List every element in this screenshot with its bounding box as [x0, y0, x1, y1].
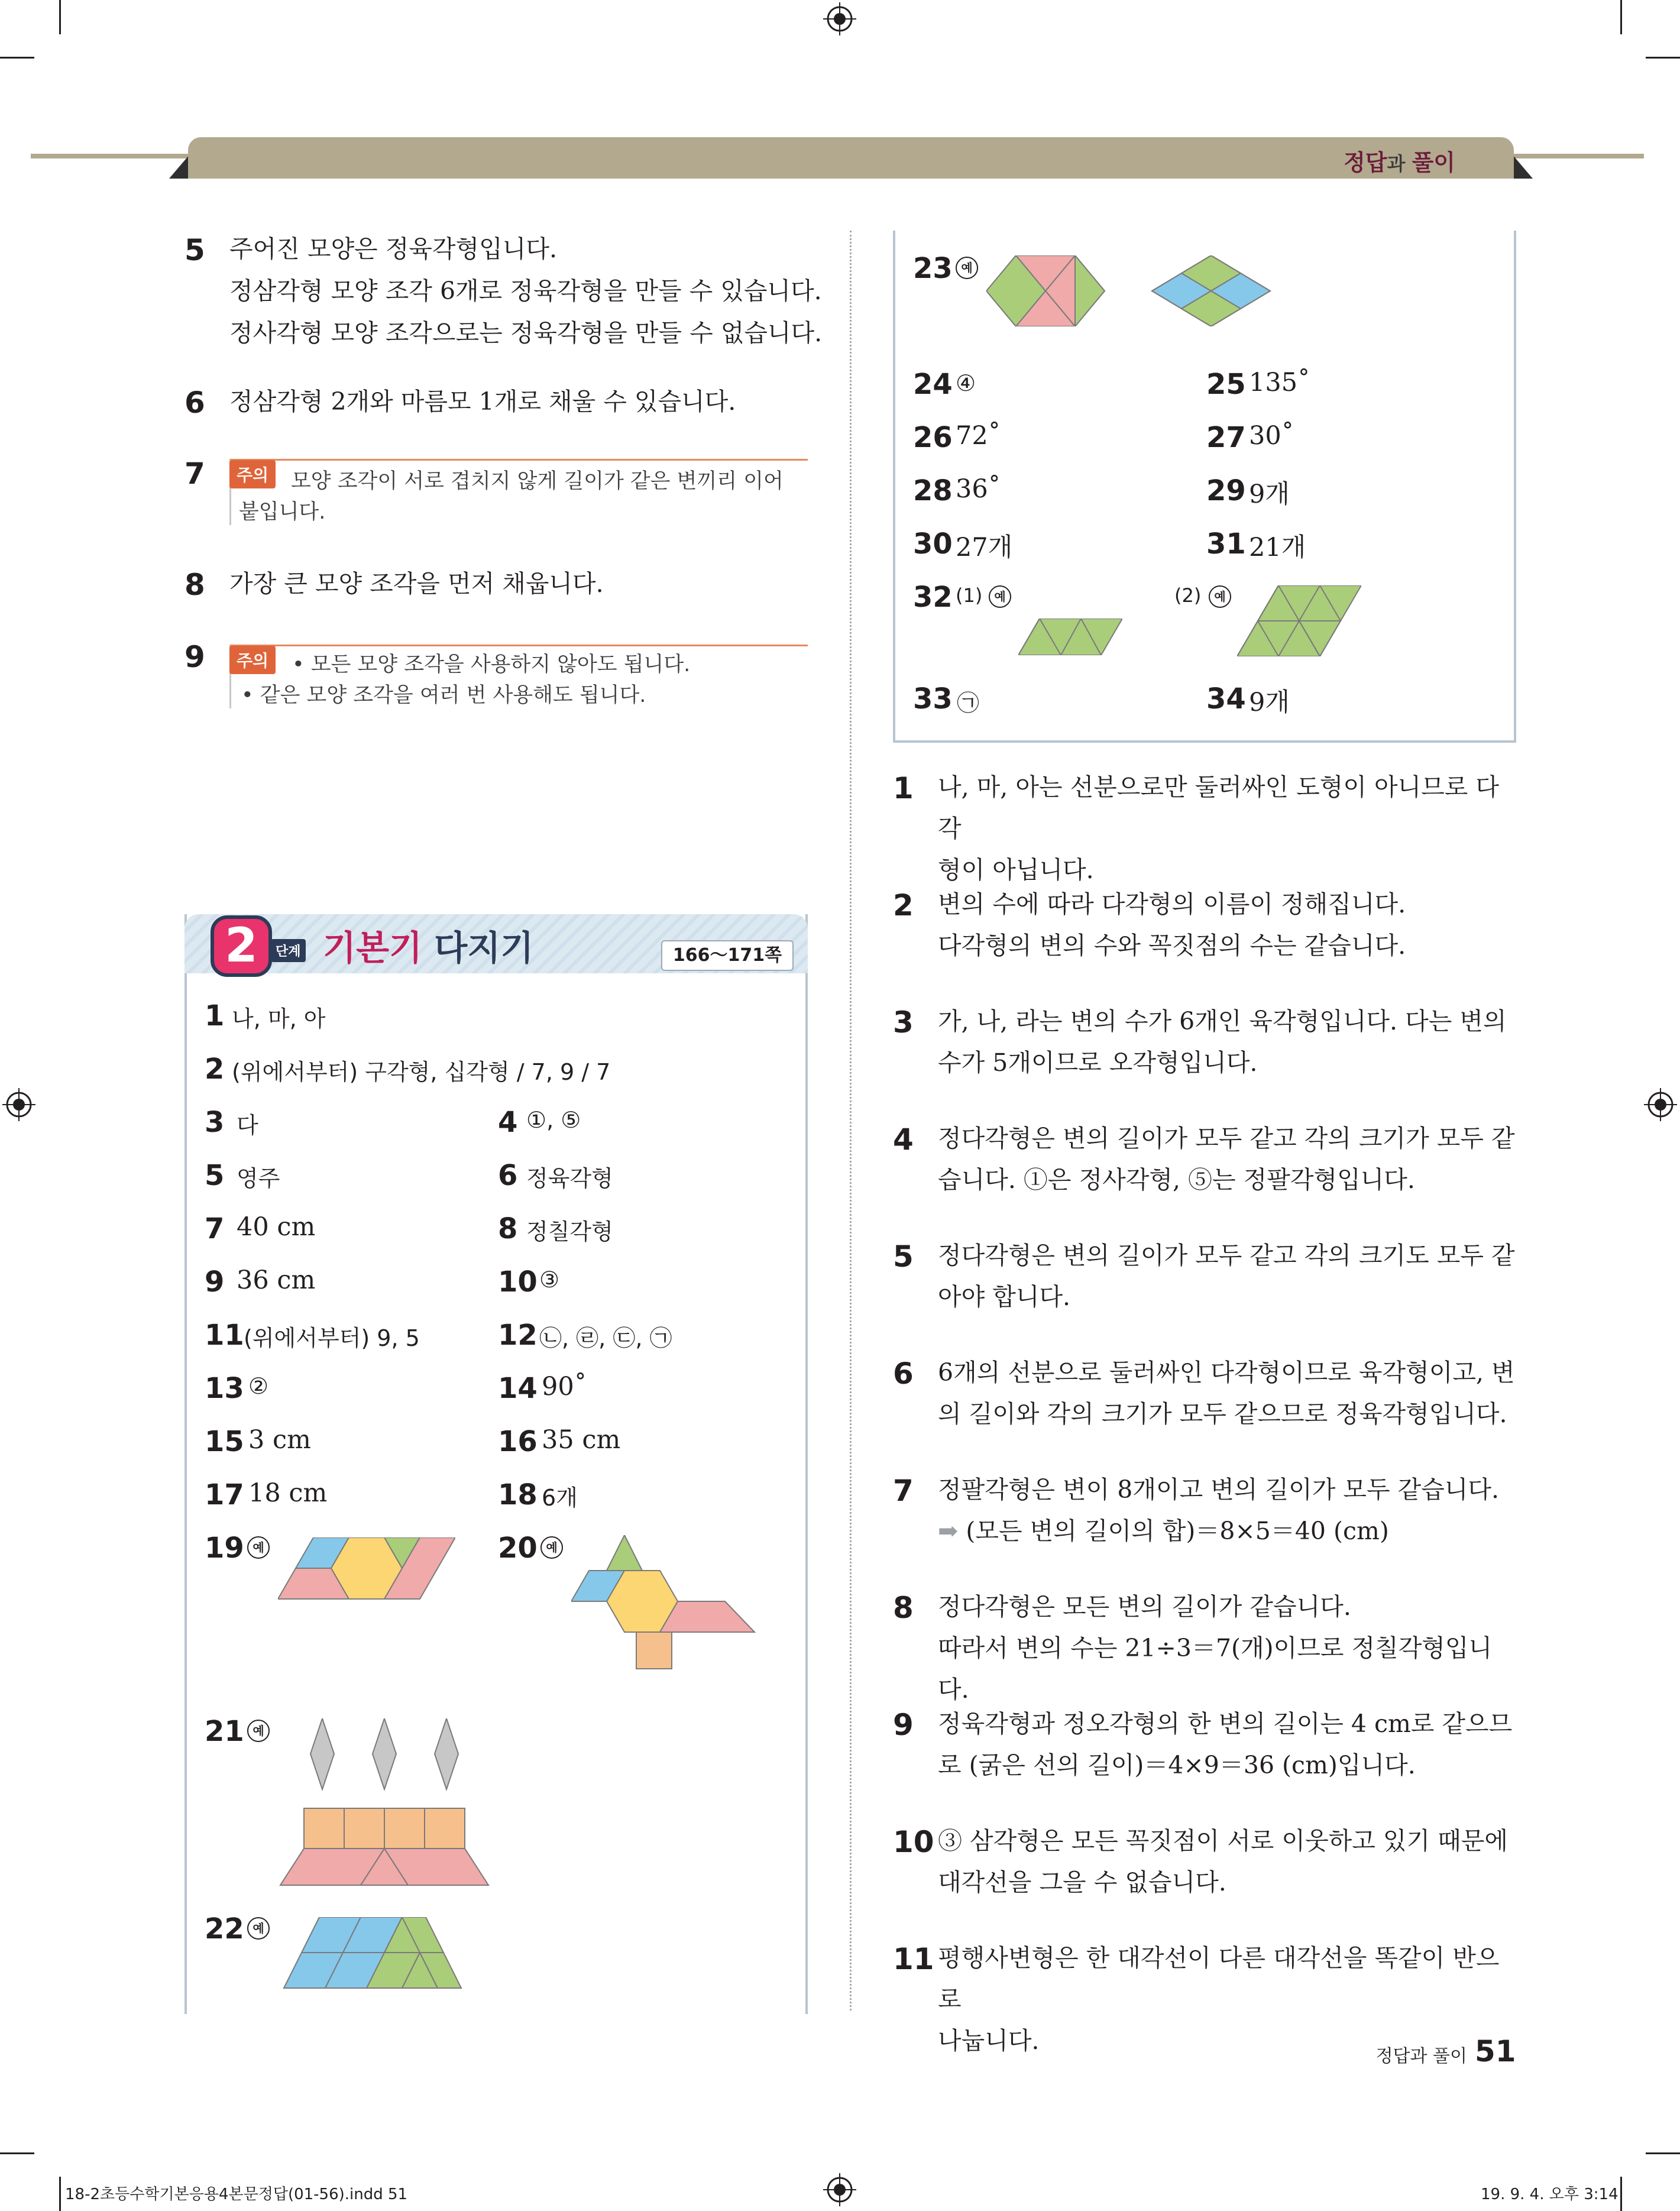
registration-mark-icon [2, 1088, 35, 1121]
explanation-text: ③ 삼각형은 모든 꼭짓점이 서로 이웃하고 있기 때문에 대각선을 그을 수 없습니다. [938, 1827, 1508, 1896]
explanation-number: 9 [893, 1708, 914, 1742]
answer-number: 15 [205, 1425, 244, 1458]
answer-value: ② [248, 1373, 269, 1399]
explanation-number: 3 [893, 1005, 914, 1040]
answer-number: 21 [205, 1715, 244, 1748]
tiling-figure-32-2 [1237, 585, 1361, 656]
answer-value: 9개 [1249, 688, 1290, 717]
example-mark: 예 [540, 1536, 563, 1559]
tiling-figure-22 [278, 1917, 467, 1994]
answer-number: 23 [913, 252, 953, 285]
answer-value: 72˚ [956, 421, 1001, 451]
explanation-number: 2 [893, 888, 914, 922]
example-mark: 예 [989, 585, 1011, 608]
crop-mark [59, 0, 61, 34]
explanation-number: 5 [893, 1239, 914, 1274]
answer-value: 18 cm [248, 1478, 328, 1508]
answer-number: 18 [498, 1478, 538, 1511]
question-text: 주어진 모양은 정육각형입니다. 정삼각형 모양 조각 6개로 정육각형을 만들 수 있습니다. 정사각형 모양 조각으로는 정육각형을 만들 수 없습니다. [229, 235, 823, 347]
answer-value: ③ [539, 1267, 560, 1293]
crop-mark [0, 2152, 34, 2154]
example-mark: 예 [247, 1536, 270, 1559]
answer-number: 8 [498, 1212, 518, 1245]
answer-value: 영주 [237, 1166, 280, 1192]
answer-value: 135˚ [1249, 368, 1310, 397]
example-mark: 예 [247, 1917, 270, 1940]
answer-value: 36˚ [956, 474, 1001, 504]
answer-value: 6개 [542, 1485, 578, 1511]
header-rule [1514, 154, 1644, 158]
column-divider [850, 231, 852, 2011]
answer-number: 26 [913, 421, 953, 454]
explanation-text: 평행사변형은 한 대각선이 다른 대각선을 똑같이 반으로 나눕니다. [938, 1944, 1500, 2055]
answer-value: 90˚ [542, 1372, 587, 1401]
answer-value: 나, 마, 아 [232, 1006, 326, 1032]
registration-mark-icon [823, 2, 856, 35]
explanation-number: 10 [893, 1825, 934, 1859]
answer-number: 31 [1206, 527, 1246, 561]
explanation-number: 11 [893, 1942, 934, 1976]
answer-number: 25 [1206, 368, 1246, 401]
explanation-text: 정팔각형은 변이 8개이고 변의 길이가 모두 같습니다. ➡ (모든 변의 길이의 합)＝8×5＝40 (cm) [938, 1475, 1500, 1545]
header-rule [31, 154, 189, 158]
arrow-right-icon: ➡ [938, 1517, 966, 1545]
explanation-text: 정육각형과 정오각형의 한 변의 길이는 4 cm로 같으므 로 (굵은 선의 길이)＝4×9＝36 (cm)입니다. [938, 1710, 1513, 1779]
answer-number: 19 [205, 1532, 244, 1565]
note-text: • 모든 모양 조각을 사용하지 않아도 됩니다. • 같은 모양 조각을 여러 번 사용해도 됩니다. [241, 653, 691, 707]
crop-mark [0, 57, 34, 59]
answer-number: 34 [1206, 682, 1246, 716]
answer-number: 13 [205, 1372, 244, 1405]
crop-mark [1620, 0, 1622, 34]
example-mark: 예 [1209, 585, 1231, 608]
example-mark: 예 [956, 257, 978, 279]
answer-number: 5 [205, 1159, 225, 1192]
crop-mark [1646, 57, 1680, 59]
answer-number: 3 [205, 1106, 225, 1139]
crop-mark [59, 2177, 61, 2211]
answer-value: 36 cm [237, 1265, 316, 1295]
question-number: 8 [184, 568, 205, 602]
answer-number: 1 [205, 999, 225, 1032]
answer-value: 30˚ [1249, 421, 1294, 451]
answer-value: (위에서부터) 구각형, 십각형 / 7, 9 / 7 [232, 1059, 611, 1085]
answer-number: 33 [913, 682, 953, 716]
page-number: 51 [1475, 2034, 1516, 2068]
tiling-figure-20 [571, 1535, 760, 1689]
page-label: 정답과 풀이 [1375, 2046, 1467, 2067]
explanation-number: 1 [893, 771, 914, 805]
footer-filename: 18-2초등수학기본응용4본문정답(01-56).indd 51 [65, 2186, 408, 2203]
section-stage-label: 단계 [271, 939, 306, 962]
section-page-range: 166～171쪽 [661, 940, 794, 971]
example-mark: 예 [247, 1720, 270, 1742]
answer-number: 11 [205, 1319, 244, 1352]
answer-number: 6 [498, 1159, 518, 1192]
answer-number: 29 [1206, 474, 1246, 507]
explanation-number: 7 [893, 1474, 914, 1508]
answer-value: 27개 [956, 533, 1013, 562]
answer-value: ④ [956, 370, 976, 396]
answer-number: 28 [913, 474, 953, 507]
answer-value: ㉠ [957, 690, 980, 716]
explanation-text: 변의 수에 따라 다각형의 이름이 정해집니다. 다각형의 변의 수와 꼭짓점의 수는 같습니다. [938, 890, 1406, 960]
answer-number: 17 [205, 1478, 244, 1511]
answer-value: 35 cm [542, 1425, 621, 1455]
answer-value: ㉡, ㉣, ㉢, ㉠ [539, 1325, 672, 1351]
answer-number: 7 [205, 1212, 225, 1245]
note-tag: 주의 [229, 646, 276, 674]
question-text: 정삼각형 2개와 마름모 1개로 채울 수 있습니다. [229, 387, 736, 416]
answer-value: 정칠각형 [526, 1219, 613, 1245]
answer-number: 2 [205, 1053, 225, 1086]
explanation-text: 나, 마, 아는 선분으로만 둘러싸인 도형이 아니므로 다각 형이 아닙니다. [938, 773, 1500, 884]
explanation-text: 정다각형은 변의 길이가 모두 같고 각의 크기가 모두 같 습니다. ①은 정사각형, ⑤는 정팔각형입니다. [938, 1124, 1515, 1194]
question-number: 6 [184, 386, 205, 420]
registration-mark-icon [823, 2173, 856, 2206]
answer-number: 20 [498, 1532, 538, 1565]
tiling-figure-23 [986, 255, 1294, 326]
tiling-figure-19 [278, 1537, 455, 1614]
answer-number: 4 [498, 1106, 518, 1139]
answer-number: 22 [205, 1912, 244, 1945]
question-number: 7 [184, 457, 205, 491]
section-badge: 2 [211, 915, 272, 977]
explanation-number: 8 [893, 1591, 914, 1625]
header-corner-icon [1513, 155, 1533, 179]
question-number: 5 [184, 233, 205, 267]
explanation-text: 정다각형은 변의 길이가 모두 같고 각의 크기도 모두 같 아야 합니다. [938, 1241, 1515, 1311]
explanation-number: 4 [893, 1122, 914, 1157]
header-band [188, 137, 1514, 179]
footer-timestamp: 19. 9. 4. 오후 3:14 [1481, 2186, 1619, 2203]
explanation-text: 정다각형은 모든 변의 길이가 같습니다. 따라서 변의 수는 21÷3＝7(개)이므로 정칠각형입니다. [938, 1592, 1493, 1704]
explanation-text: 6개의 선분으로 둘러싸인 다각형이므로 육각형이고, 변 의 길이와 각의 크기가 모두 같으므로 정육각형입니다. [938, 1358, 1515, 1428]
answer-value: 21개 [1249, 533, 1306, 562]
explanation-text: 가, 나, 라는 변의 수가 6개인 육각형입니다. 다는 변의 수가 5개이므로 오각형입니다. [938, 1007, 1507, 1077]
question-text: 가장 큰 모양 조각을 먼저 채웁니다. [229, 569, 604, 598]
header-title: 정답과 풀이 [1344, 150, 1455, 176]
registration-mark-icon [1644, 1088, 1677, 1121]
crop-mark [1620, 2177, 1622, 2211]
answer-number: 27 [1206, 421, 1246, 454]
answer-number: 12 [498, 1319, 538, 1352]
answer-number: 10 [498, 1265, 538, 1299]
answer-value: (위에서부터) 9, 5 [244, 1325, 420, 1351]
answer-value: (2) [1174, 584, 1202, 607]
answer-value: ①, ⑤ [526, 1107, 581, 1133]
tiling-figure-21 [278, 1718, 497, 1890]
header-corner-icon [169, 155, 189, 179]
answer-value: 9개 [1249, 480, 1290, 509]
explanation-number: 6 [893, 1357, 914, 1391]
answer-value: 40 cm [237, 1212, 316, 1242]
answer-value: 3 cm [248, 1425, 311, 1455]
note-text: 모양 조각이 서로 겹치지 않게 길이가 같은 변끼리 이어 붙입니다. [239, 470, 784, 524]
tiling-figure-32-1 [1018, 619, 1122, 655]
crop-mark [1646, 2152, 1680, 2154]
answer-number: 9 [205, 1265, 225, 1299]
answer-number: 32 [913, 581, 953, 614]
answer-number: 30 [913, 527, 953, 561]
answer-value: (1) [956, 584, 983, 607]
question-number: 9 [184, 640, 205, 674]
note-tag: 주의 [229, 460, 276, 488]
answer-number: 14 [498, 1372, 538, 1405]
answer-value: 다 [237, 1112, 258, 1138]
answer-number: 24 [913, 368, 953, 401]
answer-number: 16 [498, 1425, 538, 1458]
section-title: 기본기 다지기 [323, 928, 534, 968]
answer-value: 정육각형 [526, 1166, 613, 1192]
